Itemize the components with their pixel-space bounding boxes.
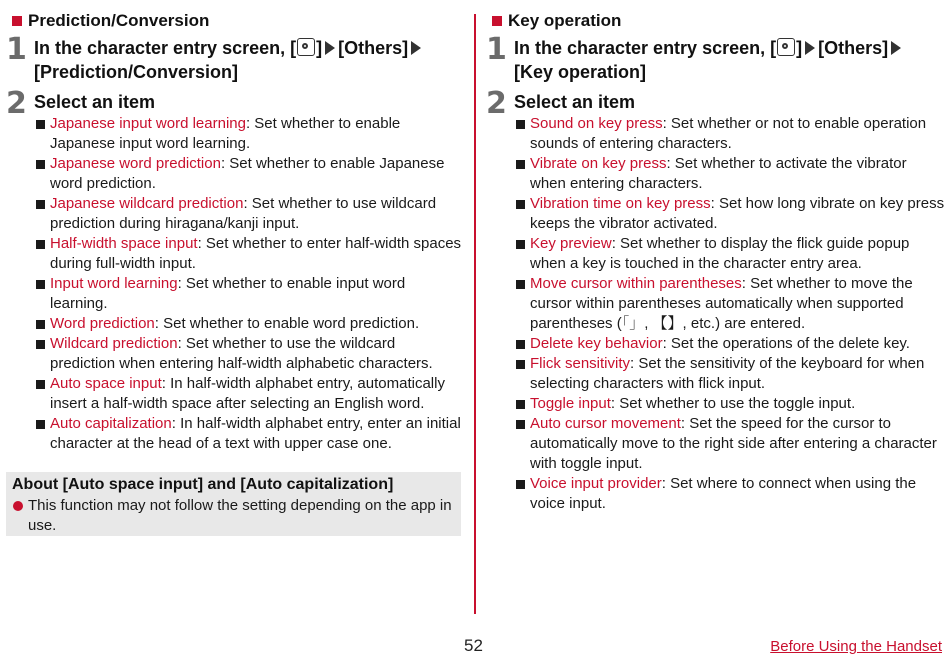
list-item <box>514 234 946 274</box>
list-item <box>34 314 462 334</box>
step-number: 1 <box>6 32 27 67</box>
item-list <box>10 114 462 454</box>
item-description: : Set whether to activate the vibrator when entering characters. <box>530 155 907 192</box>
item-term: Auto space input <box>50 375 162 392</box>
item-description: : Set whether to use wildcard prediction during hiragana/kanji input. <box>50 195 437 232</box>
bullet-square-icon <box>516 280 525 289</box>
note-body: This function may not follow the setting depending on the app in use. <box>6 496 461 536</box>
bullet-square-icon <box>36 420 45 429</box>
list-item <box>34 154 462 194</box>
list-item <box>514 474 946 514</box>
list-item <box>514 154 946 194</box>
triangle-right-icon <box>325 41 335 55</box>
step-1 <box>486 32 946 84</box>
item-term: Word prediction <box>50 315 155 332</box>
note-title: About [Auto space input] and [Auto capitalization] <box>12 476 394 493</box>
step-1 <box>6 32 462 84</box>
right-column <box>486 8 946 514</box>
item-term: Auto cursor movement <box>530 415 681 432</box>
item-description: : Set whether to move the cursor within parentheses automatically when supported parentheses (「」, 【】, etc.) are entered. <box>530 275 913 332</box>
triangle-right-icon <box>411 41 421 55</box>
bullet-square-icon <box>36 380 45 389</box>
column-divider <box>474 14 476 614</box>
note-box <box>6 472 461 536</box>
item-term: Japanese wildcard prediction <box>50 195 244 212</box>
triangle-right-icon <box>805 41 815 55</box>
list-item <box>514 354 946 394</box>
bullet-dot-icon <box>13 501 23 511</box>
item-term: Sound on key press <box>530 115 663 132</box>
item-term: Auto capitalization <box>50 415 172 432</box>
item-term: Vibrate on key press <box>530 155 667 172</box>
bullet-square-icon <box>516 480 525 489</box>
item-description: : Set whether to display the flick guide popup when a key is touched in the character entry area. <box>530 235 910 272</box>
gear-icon <box>777 38 795 56</box>
bullet-square-icon <box>516 340 525 349</box>
step-number: 2 <box>6 86 27 121</box>
list-item <box>34 274 462 314</box>
step-2 <box>6 86 462 121</box>
section-marker-icon <box>12 16 22 26</box>
item-term: Japanese input word learning <box>50 115 246 132</box>
bullet-square-icon <box>36 200 45 209</box>
item-description: : Set how long vibrate on key press keeps the vibrator activated. <box>530 195 945 232</box>
item-description: : Set whether to enable input word learning. <box>50 275 406 312</box>
item-description: : Set the operations of the delete key. <box>662 335 910 352</box>
step-text: Select an item <box>514 92 636 112</box>
item-description: : Set the speed for the cursor to automatically move to the right side after entering a character with toggle input. <box>530 415 937 472</box>
item-term: Move cursor within parentheses <box>530 275 742 292</box>
item-term: Vibration time on key press <box>530 195 711 212</box>
item-term: Half-width space input <box>50 235 198 252</box>
list-item <box>34 114 462 154</box>
section-title-prediction: Prediction/Conversion <box>10 8 462 34</box>
item-description: : Set the sensitivity of the keyboard for when selecting characters with flick input. <box>530 355 925 392</box>
bullet-square-icon <box>516 400 525 409</box>
bullet-square-icon <box>36 280 45 289</box>
bullet-square-icon <box>36 160 45 169</box>
section-marker-icon <box>492 16 502 26</box>
step-text: In the character entry screen, [ ] [Others] [Key operation] <box>514 36 946 84</box>
item-description: : In half-width alphabet entry, automatically insert a half-width space after selecting an English word. <box>50 375 445 412</box>
gear-icon <box>297 38 315 56</box>
list-item <box>514 414 946 474</box>
item-description: : Set where to connect when using the voice input. <box>530 475 917 512</box>
item-term: Delete key behavior <box>530 335 663 352</box>
step-text: In the character entry screen, [ ] [Others] [Prediction/Conversion] <box>34 36 462 84</box>
step-number: 1 <box>486 32 507 67</box>
item-term: Flick sensitivity <box>530 355 631 372</box>
item-description: : Set whether to use the wildcard prediction when entering half-width alphabetic characters. <box>50 335 433 372</box>
before-using-handset-link[interactable]: Before Using the Handset <box>770 638 942 655</box>
item-description: : Set whether to enable Japanese word prediction. <box>50 155 445 192</box>
list-item <box>34 194 462 234</box>
list-item <box>34 334 462 374</box>
bullet-square-icon <box>516 360 525 369</box>
bullet-square-icon <box>516 200 525 209</box>
step-text: Select an item <box>34 92 156 112</box>
item-description: : Set whether to use the toggle input. <box>610 395 856 412</box>
item-description: : In half-width alphabet entry, enter an initial character at the head of a text with upper case one. <box>50 415 461 452</box>
list-item <box>34 234 462 274</box>
triangle-right-icon <box>891 41 901 55</box>
item-description: : Set whether to enable Japanese input word learning. <box>50 115 401 152</box>
list-item <box>514 194 946 234</box>
bullet-square-icon <box>36 240 45 249</box>
item-term: Voice input provider <box>530 475 662 492</box>
item-description: : Set whether or not to enable operation sounds of entering characters. <box>530 115 927 152</box>
bullet-square-icon <box>516 160 525 169</box>
list-item <box>514 114 946 154</box>
item-term: Japanese word prediction <box>50 155 221 172</box>
list-item <box>514 274 946 334</box>
bullet-square-icon <box>36 120 45 129</box>
bullet-square-icon <box>36 320 45 329</box>
bullet-square-icon <box>516 120 525 129</box>
bullet-square-icon <box>516 240 525 249</box>
list-item <box>34 374 462 414</box>
bullet-square-icon <box>516 420 525 429</box>
item-term: Toggle input <box>530 395 611 412</box>
list-item <box>34 414 462 454</box>
item-term: Input word learning <box>50 275 178 292</box>
section-title-key-operation: Key operation <box>490 8 946 34</box>
page-number: 52 <box>464 636 483 655</box>
item-description: : Set whether to enter half-width spaces during full-width input. <box>50 235 462 272</box>
item-term: Wildcard prediction <box>50 335 178 352</box>
item-term: Key preview <box>530 235 612 252</box>
list-item <box>514 334 946 354</box>
item-description: : Set whether to enable word prediction. <box>154 315 420 332</box>
bullet-square-icon <box>36 340 45 349</box>
left-column <box>6 8 462 454</box>
step-number: 2 <box>486 86 507 121</box>
step-2 <box>486 86 946 121</box>
item-list <box>490 114 946 514</box>
list-item <box>514 394 946 414</box>
